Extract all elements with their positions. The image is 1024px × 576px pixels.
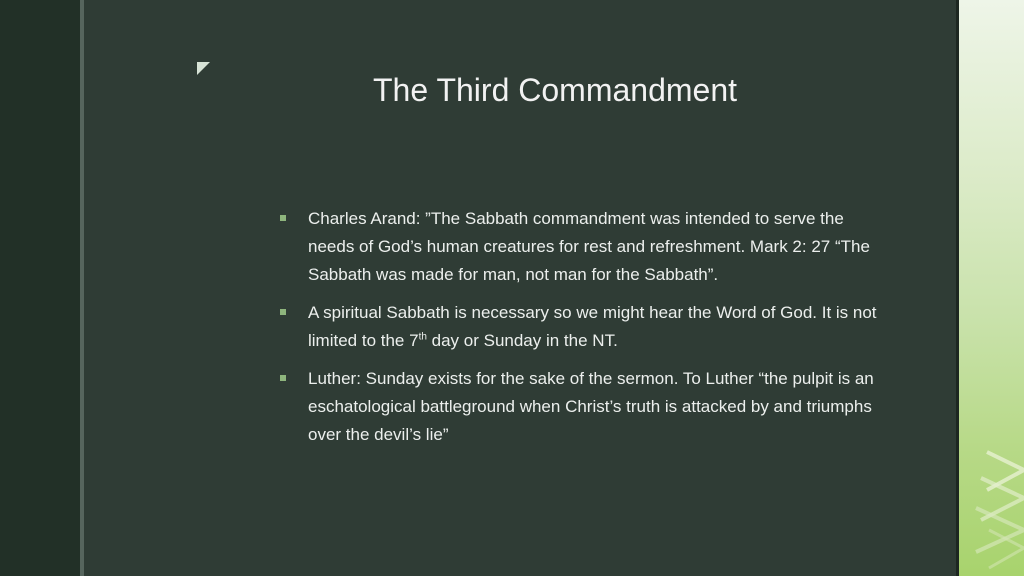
bullet-list xyxy=(278,205,878,459)
bullet-item-1 xyxy=(278,205,878,289)
square-bullet-icon xyxy=(280,375,286,381)
slide-title: The Third Commandment xyxy=(373,72,737,108)
bullet-text-end: day or Sunday in the NT. xyxy=(426,331,618,350)
right-panel-edge xyxy=(956,0,959,576)
bullet-text: Luther: Sunday exists for the sake of the sermon. To Luther “the pulpit is an eschatological battleground when Christ’s truth is attacked by and triumphs over the devil’s lie” xyxy=(308,369,874,444)
right-decorative-panel xyxy=(956,0,1024,576)
left-dark-panel xyxy=(0,0,80,576)
bullet-text-start: A spiritual Sabbath is necessary so we might hear the Word of God. It is not limited to the 7 xyxy=(308,303,877,350)
bullet-text xyxy=(308,303,877,350)
bullet-item-2 xyxy=(278,299,878,355)
triangle-corner-icon xyxy=(197,62,210,75)
decorative-chevron-pattern xyxy=(956,0,1024,576)
bullet-text: Charles Arand: ”The Sabbath commandment was intended to serve the needs of God’s human creatures for rest and refreshment. Mark 2: 27 “The Sabbath was made for man, not man for the Sabbath”. xyxy=(308,209,870,284)
square-bullet-icon xyxy=(280,215,286,221)
square-bullet-icon xyxy=(280,309,286,315)
bullet-item-3 xyxy=(278,365,878,449)
ordinal-superscript: th xyxy=(418,331,427,343)
